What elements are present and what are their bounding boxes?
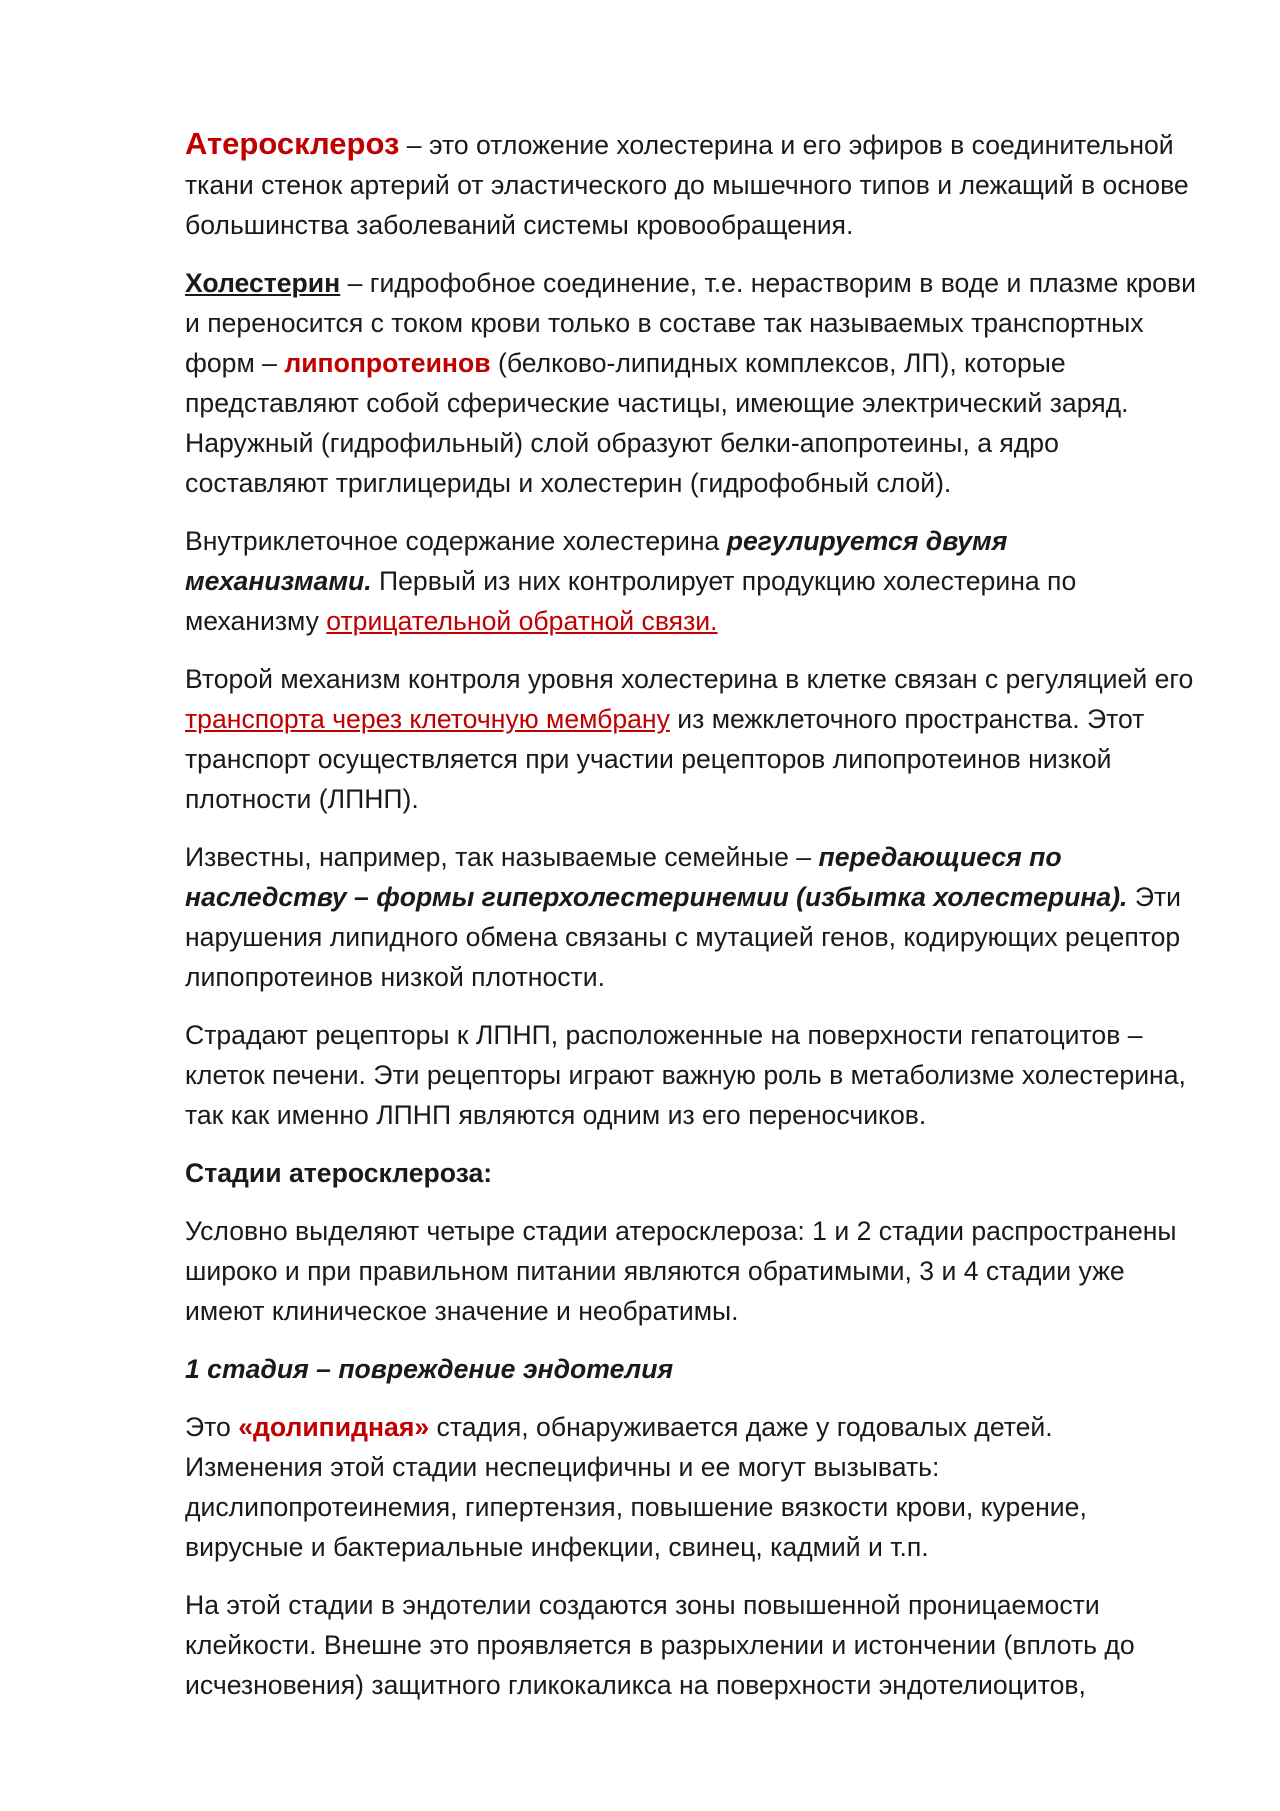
paragraph-text: Известны, например, так называемые семейные – — [185, 842, 819, 872]
paragraph-text: Это — [185, 1412, 239, 1442]
emphasis-two-mechanisms: регулируется двумя механизмами. — [185, 526, 1008, 596]
heading-stage-1: 1 стадия – повреждение эндотелия — [185, 1354, 674, 1384]
link-negative-feedback[interactable]: отрицательной обратной связи. — [326, 606, 718, 636]
paragraph-endothelium-changes — [185, 1585, 1197, 1705]
paragraph-prelipid-stage — [185, 1407, 1197, 1567]
document-body — [185, 124, 1197, 1723]
heading-stages: Стадии атеросклероза: — [185, 1158, 493, 1188]
paragraph-ldl-receptors — [185, 1015, 1197, 1135]
paragraph-text: Эти нарушения липидного обмена связаны с мутацией генов, кодирующих рецептор липопротеинов низкой плотности. — [185, 882, 1181, 992]
paragraph-text: Первый из них контролирует продукцию холестерина по механизму — [185, 566, 1077, 636]
term-atherosclerosis: Атеросклероз — [185, 126, 400, 161]
paragraph-text: – это отложение холестерина и его эфиров в соединительной ткани стенок артерий от эластического до мышечного типов и лежащий в основе большинства заболеваний системы кровообращения. — [185, 130, 1189, 240]
paragraph-regulation — [185, 521, 1197, 641]
term-lipoproteins: липопротеинов — [284, 348, 491, 378]
paragraph-text: Второй механизм контроля уровня холестерина в клетке связан с регуляцией его — [185, 664, 1194, 694]
paragraph-second-mechanism — [185, 659, 1197, 819]
paragraph-familial-forms — [185, 837, 1197, 997]
paragraph-text: Условно выделяют четыре стадии атеросклероза: 1 и 2 стадии распространены широко и при правильном питании являются обратимыми, 3 и 4 стадии уже имеют клиническое значение и необратимы. — [185, 1216, 1177, 1326]
paragraph-text: Внутриклеточное содержание холестерина — [185, 526, 727, 556]
paragraph-four-stages — [185, 1211, 1197, 1331]
term-prelipid: «долипидная» — [238, 1412, 430, 1442]
paragraph-text: Страдают рецепторы к ЛПНП, расположенные на поверхности гепатоцитов – клеток печени. Эти рецепторы играют важную роль в метаболизме холестерина, так как именно ЛПНП являются одним из его переносчиков. — [185, 1020, 1186, 1130]
paragraph-text: На этой стадии в эндотелии создаются зоны повышенной проницаемости клейкости. Внешне это проявляется в разрыхлении и истончении (вплоть до исчезновения) защитного гликокаликса на поверхности эндотелиоцитов, — [185, 1590, 1135, 1700]
paragraph-text: (белково-липидных комплексов, ЛП), которые представляют собой сферические частицы, имеющие электрический заряд. Наружный (гидрофильный) слой образуют белки-апопротеины, а ядро составляют триглицериды и холестерин (гидрофобный слой). — [185, 348, 1129, 498]
paragraph-text: из межклеточного пространства. Этот транспорт осуществляется при участии рецепторов липопротеинов низкой плотности (ЛПНП). — [185, 704, 1145, 814]
paragraph-text: – гидрофобное соединение, т.е. нерастворим в воде и плазме крови и переносится с током крови только в составе так называемых транспортных форм – — [185, 268, 1196, 378]
paragraph-atherosclerosis-definition — [185, 124, 1197, 245]
link-membrane-transport[interactable]: транспорта через клеточную мембрану — [185, 704, 670, 734]
emphasis-hypercholesterolemia: передающиеся по наследству – формы гиперхолестеринемии (избытка холестерина). — [185, 842, 1128, 912]
paragraph-cholesterol-definition — [185, 263, 1197, 503]
paragraph-text: стадия, обнаруживается даже у годовалых детей. Изменения этой стадии неспецифичны и ее могут вызывать: дислипопротеинемия, гипертензия, повышение вязкости крови, курение, вирусные и бактериальные инфекции, свинец, кадмий и т.п. — [185, 1412, 1087, 1562]
term-cholesterol: Холестерин — [185, 268, 341, 298]
